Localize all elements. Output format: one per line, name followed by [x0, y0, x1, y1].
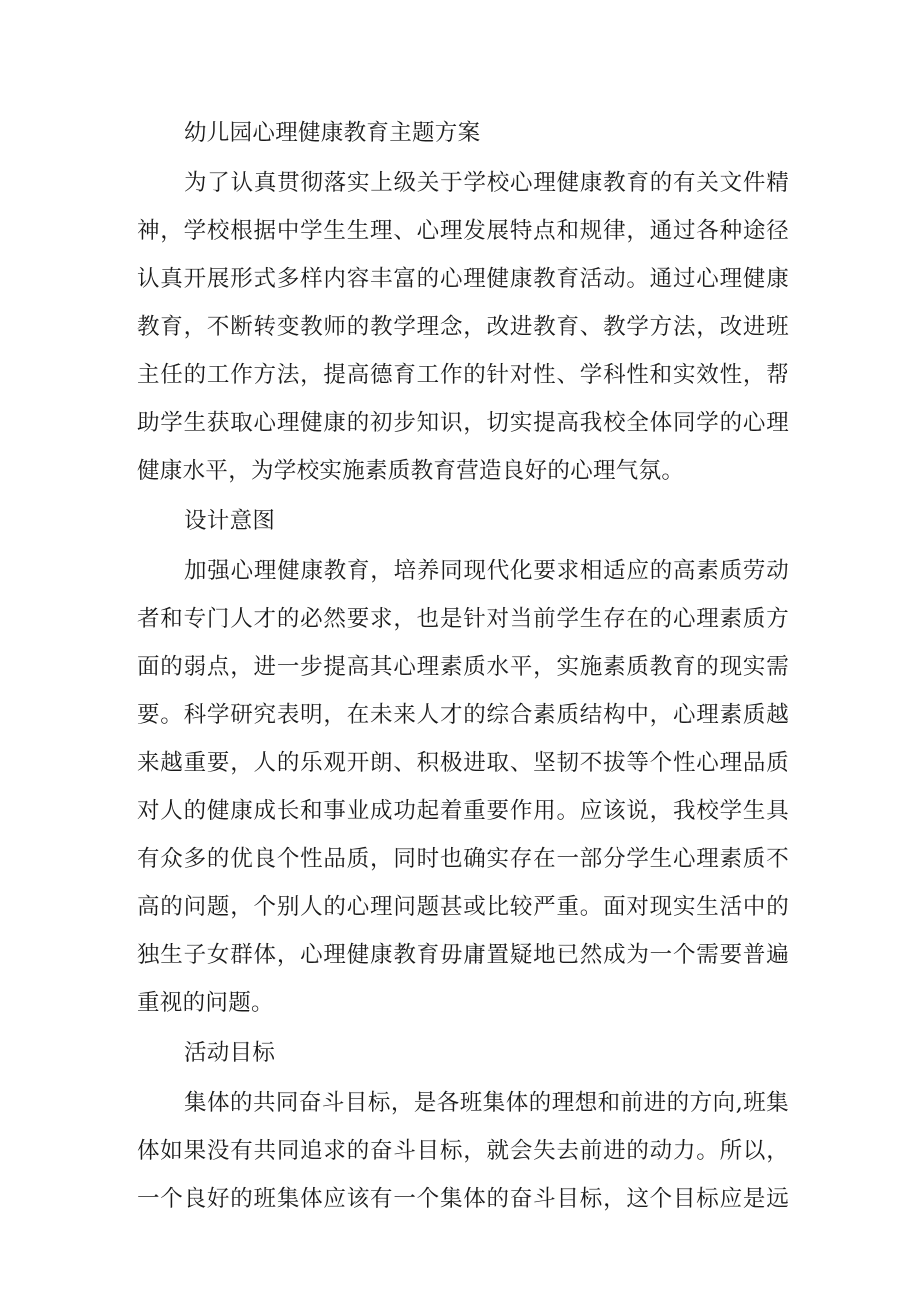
paragraph-line: 来越重要，人的乐观开朗、积极进取、坚韧不拔等个性心理品质 [137, 750, 789, 776]
paragraph-line: 面的弱点，进一步提高其心理素质水平，实施素质教育的现实需 [137, 654, 789, 680]
paragraph-line: 助学生获取心理健康的初步知识，切实提高我校全体同学的心理 [137, 410, 789, 436]
paragraph-line: 认真开展形式多样内容丰富的心理健康教育活动。通过心理健康 [137, 266, 789, 292]
paragraph-line: 重视的问题。 [137, 990, 274, 1016]
paragraph-line: 主任的工作方法，提高德育工作的针对性、学科性和实效性，帮 [137, 362, 789, 388]
document-title: 幼儿园心理健康教育主题方案 [184, 120, 481, 146]
section-heading-goals: 活动目标 [184, 1040, 276, 1066]
paragraph-line: 者和专门人才的必然要求，也是针对当前学生存在的心理素质方 [137, 606, 789, 632]
section-heading-design: 设计意图 [184, 508, 276, 534]
paragraph-line: 高的问题，个别人的心理问题甚或比较严重。面对现实生活中的 [137, 894, 789, 920]
paragraph-line: 要。科学研究表明，在未来人才的综合素质结构中，心理素质越 [137, 702, 789, 728]
paragraph-line: 体如果没有共同追求的奋斗目标，就会失去前进的动力。所以， [137, 1138, 789, 1164]
paragraph-line: 一个良好的班集体应该有一个集体的奋斗目标，这个目标应是远 [137, 1186, 789, 1212]
paragraph-line: 神，学校根据中学生生理、心理发展特点和规律，通过各种途径 [137, 218, 789, 244]
paragraph-line: 有众多的优良个性品质，同时也确实存在一部分学生心理素质不 [137, 846, 789, 872]
paragraph-line: 为了认真贯彻落实上级关于学校心理健康教育的有关文件精 [184, 170, 789, 196]
paragraph-line: 健康水平，为学校实施素质教育营造良好的心理气氛。 [137, 458, 685, 484]
paragraph-line: 集体的共同奋斗目标，是各班集体的理想和前进的方向,班集 [184, 1090, 789, 1116]
paragraph-line: 加强心理健康教育，培养同现代化要求相适应的高素质劳动 [184, 558, 789, 584]
paragraph-line: 教育，不断转变教师的教学理念，改进教育、教学方法，改进班 [137, 314, 789, 340]
paragraph-line: 独生子女群体，心理健康教育毋庸置疑地已然成为一个需要普遍 [137, 942, 789, 968]
paragraph-line: 对人的健康成长和事业成功起着重要作用。应该说，我校学生具 [137, 798, 789, 824]
